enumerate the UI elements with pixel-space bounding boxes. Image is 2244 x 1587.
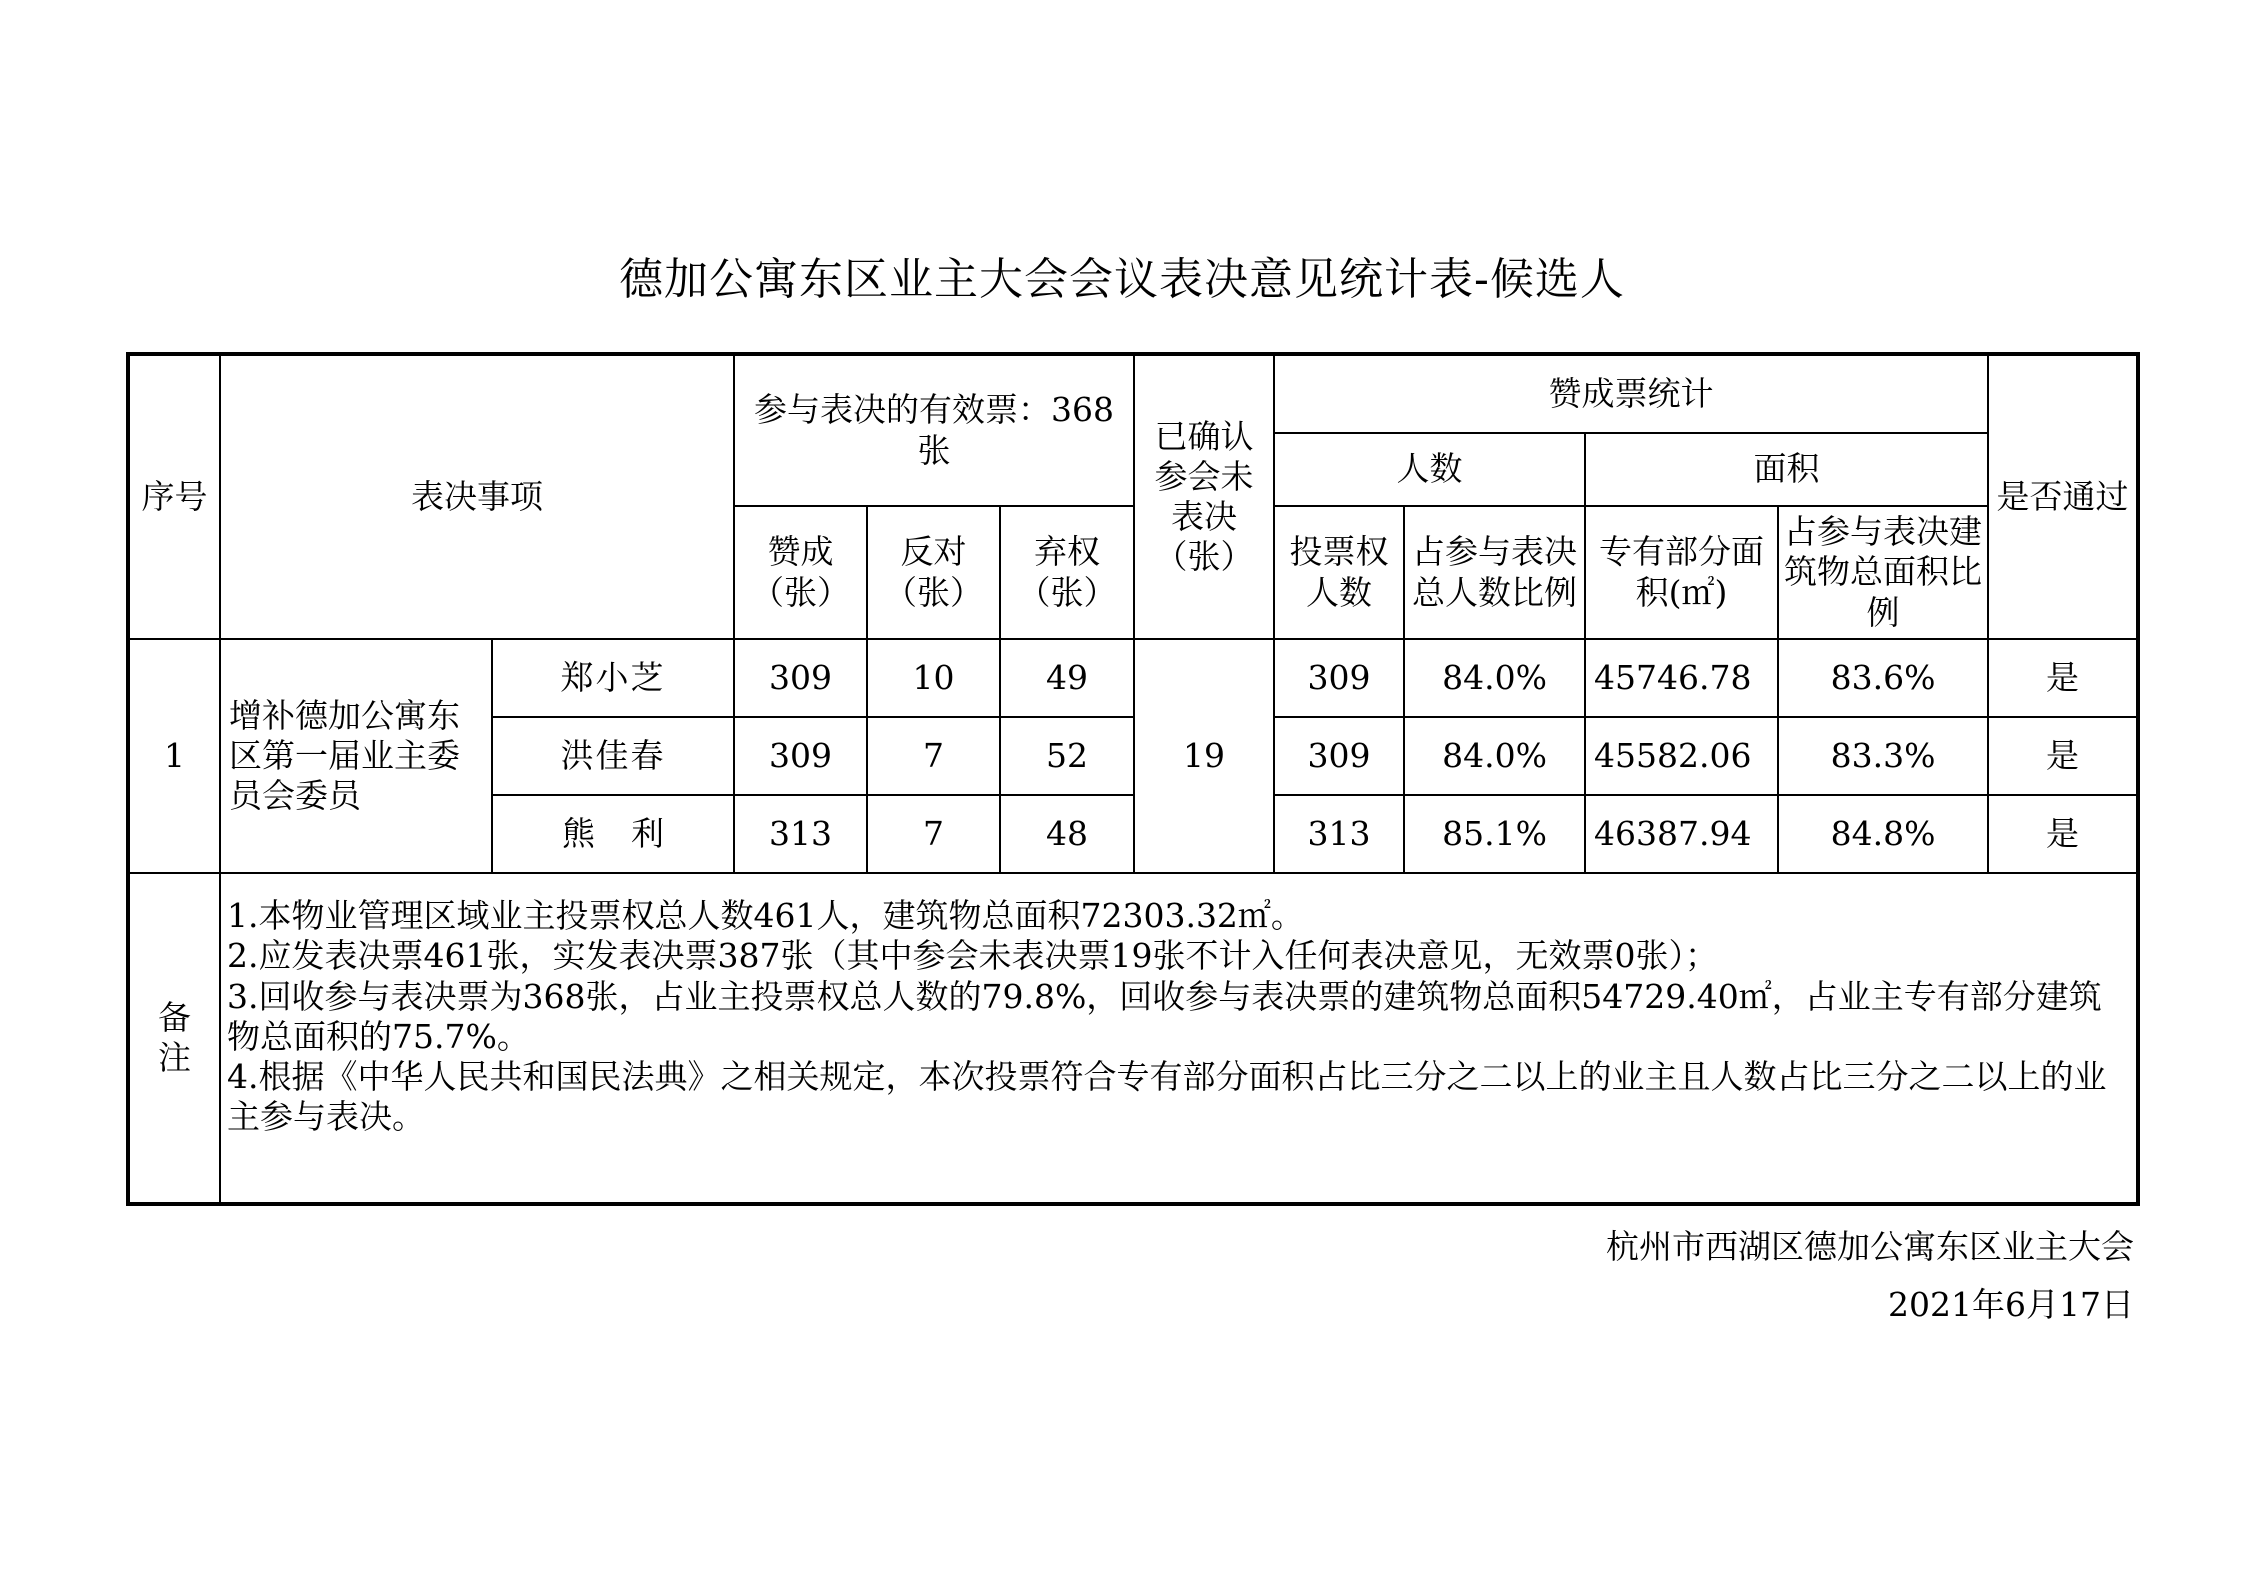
oppose-count: 10 xyxy=(867,639,1000,717)
area-ratio: 83.6% xyxy=(1778,639,1988,717)
header-item: 表决事项 xyxy=(220,354,734,639)
abstain-count: 52 xyxy=(1000,717,1134,795)
header-area-ratio: 占参与表决建筑物总面积比例 xyxy=(1778,506,1988,639)
header-approve-stats: 赞成票统计 xyxy=(1274,354,1988,433)
header-area: 面积 xyxy=(1585,433,1988,506)
area-ratio: 83.3% xyxy=(1778,717,1988,795)
notes-row xyxy=(128,873,2138,1204)
passed-status: 是 xyxy=(1988,795,2138,873)
signature-org: 杭州市西湖区德加公寓东区业主大会 xyxy=(1606,1227,2134,1266)
notes-label: 备注 xyxy=(128,873,220,1204)
voter-ratio: 85.1% xyxy=(1404,795,1585,873)
approve-count: 309 xyxy=(734,639,867,717)
area-ratio: 84.8% xyxy=(1778,795,1988,873)
header-voter-ratio: 占参与表决总人数比例 xyxy=(1404,506,1585,639)
header-voters: 投票权人数 xyxy=(1274,506,1404,639)
candidate-name: 郑小芝 xyxy=(492,639,734,717)
group-item: 增补德加公寓东区第一届业主委员会委员 xyxy=(220,639,492,873)
header-exclusive-area: 专有部分面积(㎡) xyxy=(1585,506,1778,639)
voters-count: 309 xyxy=(1274,639,1404,717)
note-item: 3.回收参与表决票为368张，占业主投票权总人数的79.8%，回收参与表决票的建筑物总面积54729.40㎡，占业主专有部分建筑物总面积的75.7%。 xyxy=(227,976,2102,1056)
table-row xyxy=(128,639,2138,717)
signature-block xyxy=(1606,1218,2134,1334)
notes-content xyxy=(220,873,2138,1204)
header-oppose: 反对（张） xyxy=(867,506,1000,639)
passed-status: 是 xyxy=(1988,717,2138,795)
header-seq: 序号 xyxy=(128,354,220,639)
header-confirmed-unvoted: 已确认参会未表决（张） xyxy=(1134,354,1274,639)
note-item: 4.根据《中华人民共和国民法典》之相关规定，本次投票符合专有部分面积占比三分之二以上的业主且人数占比三分之二以上的业主参与表决。 xyxy=(227,1057,2107,1137)
oppose-count: 7 xyxy=(867,795,1000,873)
group-seq: 1 xyxy=(128,639,220,873)
voters-count: 309 xyxy=(1274,717,1404,795)
note-item: 2.应发表决票461张，实发表决票387张（其中参会未表决票19张不计入任何表决意见，无效票0张）； xyxy=(227,936,1718,976)
header-passed: 是否通过 xyxy=(1988,354,2138,639)
confirmed-unvoted-count: 19 xyxy=(1134,639,1274,873)
candidate-name: 熊利 xyxy=(492,795,734,873)
voters-count: 313 xyxy=(1274,795,1404,873)
document-title: 德加公寓东区业主大会会议表决意见统计表-候选人 xyxy=(619,254,1625,305)
vote-statistics-table xyxy=(126,352,2140,1206)
voter-ratio: 84.0% xyxy=(1404,717,1585,795)
exclusive-area: 45582.06 xyxy=(1585,717,1778,795)
abstain-count: 48 xyxy=(1000,795,1134,873)
candidate-name: 洪佳春 xyxy=(492,717,734,795)
header-valid-votes: 参与表决的有效票：368张 xyxy=(734,354,1134,506)
abstain-count: 49 xyxy=(1000,639,1134,717)
oppose-count: 7 xyxy=(867,717,1000,795)
approve-count: 313 xyxy=(734,795,867,873)
header-headcount: 人数 xyxy=(1274,433,1585,506)
approve-count: 309 xyxy=(734,717,867,795)
exclusive-area: 46387.94 xyxy=(1585,795,1778,873)
signature-date: 2021年6月17日 xyxy=(1888,1285,2134,1324)
note-item: 1.本物业管理区域业主投票权总人数461人，建筑物总面积72303.32㎡。 xyxy=(227,896,1304,935)
header-approve: 赞成（张） xyxy=(734,506,867,639)
exclusive-area: 45746.78 xyxy=(1585,639,1778,717)
header-abstain: 弃权（张） xyxy=(1000,506,1134,639)
passed-status: 是 xyxy=(1988,639,2138,717)
voter-ratio: 84.0% xyxy=(1404,639,1585,717)
